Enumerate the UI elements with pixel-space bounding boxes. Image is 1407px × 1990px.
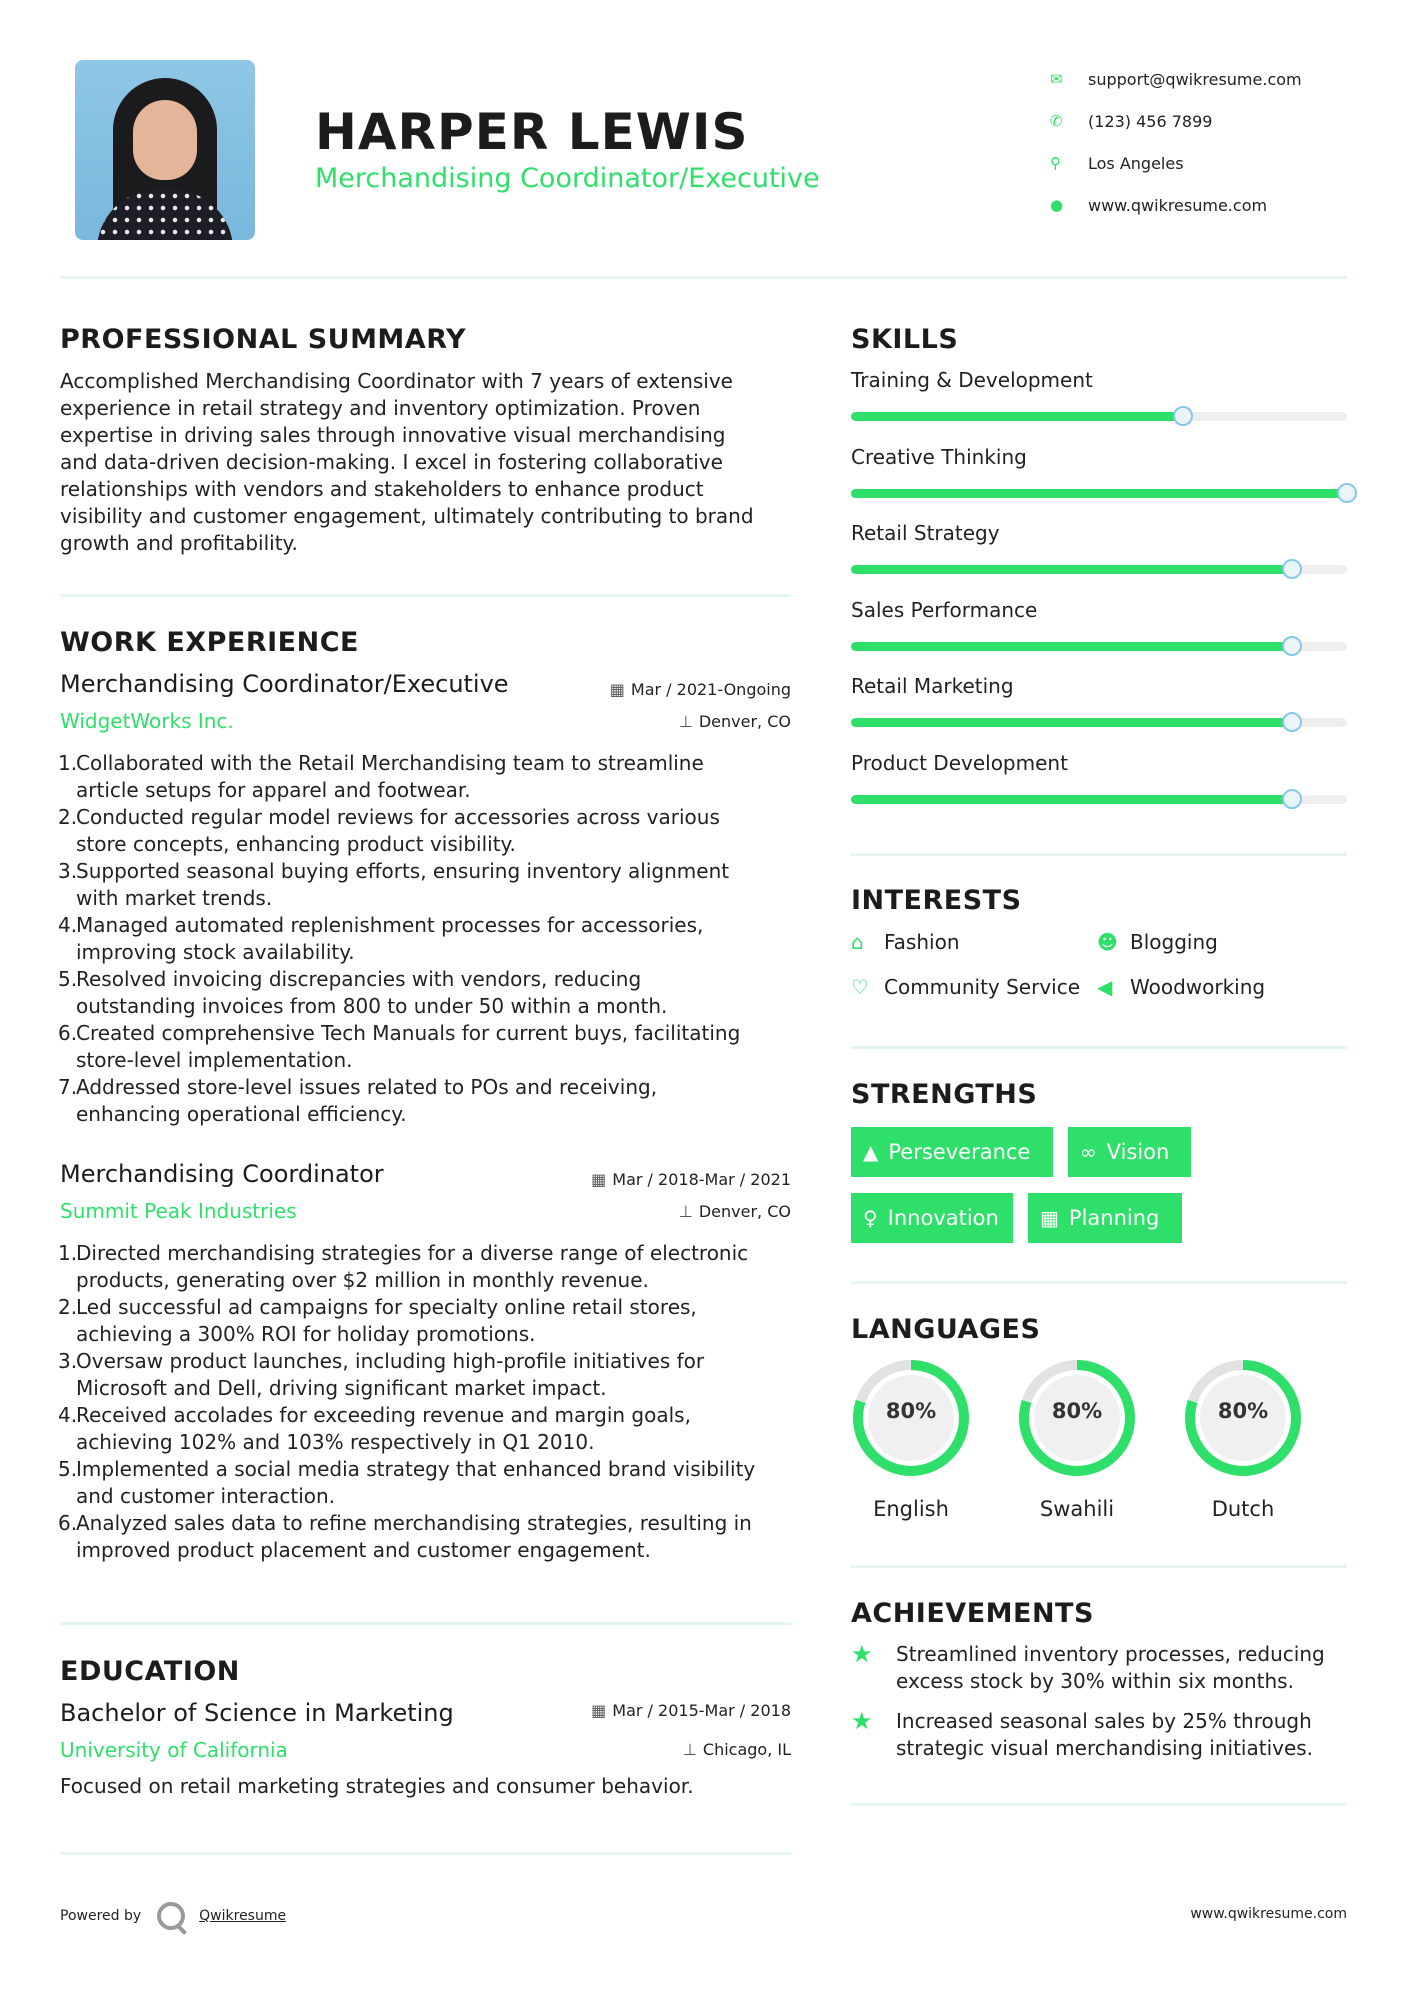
list-item: 2. Conducted regular model reviews for accessories across various store concepts, enhancing product visibility.: [58, 805, 720, 856]
skills-heading: SKILLS: [851, 324, 959, 355]
qwikresume-logo-icon: [157, 1902, 185, 1930]
work-heading: WORK EXPERIENCE: [60, 627, 359, 658]
list-item: 6. Analyzed sales data to refine merchandising strategies, resulting in improved product placement and customer engagement.: [58, 1511, 752, 1562]
star-icon: ★: [851, 1640, 873, 1668]
candidate-role: Merchandising Coordinator/Executive: [315, 163, 820, 194]
list-item: 1. Directed merchandising strategies for a diverse range of electronic products, generating over $2 million in monthly revenue.: [58, 1241, 749, 1292]
skill-label: Retail Strategy: [851, 521, 1000, 545]
star-icon: ★: [851, 1707, 873, 1735]
list-item: 2. Led successful ad campaigns for specialty online retail stores, achieving a 300% ROI for holiday promotions.: [58, 1295, 697, 1346]
interest-community: ♡ Community Service: [851, 975, 1081, 999]
strength-innovation: ♀ Innovation: [851, 1193, 1013, 1243]
interest-woodworking: ◀ Woodworking: [1097, 975, 1266, 999]
language-swahili: [1016, 1357, 1138, 1521]
skill-bar-fill: [851, 642, 1292, 651]
phone-icon: ✆: [1050, 112, 1063, 130]
calendar-icon: ▦: [591, 1170, 607, 1189]
binoculars-icon: ∞: [1080, 1140, 1097, 1164]
language-percent: 80%: [885, 1399, 937, 1423]
job-location: ⊥ Denver, CO: [678, 1202, 791, 1221]
education-description: Focused on retail marketing strategies and consumer behavior.: [60, 1774, 694, 1798]
pin-icon: ⊥: [682, 1740, 697, 1759]
strengths-heading: STRENGTHS: [851, 1079, 1038, 1110]
location-pin-icon: ⚲: [1050, 154, 1061, 172]
work-divider: [60, 1622, 791, 1625]
skill-bar-knob: [1282, 636, 1302, 656]
skill-bar: [851, 565, 1347, 574]
skills-divider: [851, 853, 1347, 856]
strength-vision: ∞ Vision: [1068, 1127, 1191, 1177]
achievements-divider: [851, 1803, 1347, 1806]
list-item: 3. Supported seasonal buying efforts, ensuring inventory alignment with market trends.: [58, 859, 730, 910]
skill-bar: [851, 412, 1347, 421]
contact-list: [1050, 58, 1302, 226]
skill-label: Training & Development: [851, 368, 1093, 392]
skill-bar-fill: [851, 412, 1183, 421]
lightbulb-icon: ♀: [863, 1206, 878, 1230]
contact-website[interactable]: ● www.qwikresume.com: [1050, 195, 1268, 215]
contact-email[interactable]: ✉ support@qwikresume.com: [1050, 69, 1302, 89]
contact-phone[interactable]: ✆ (123) 456 7899: [1050, 111, 1213, 131]
job-duties: [58, 750, 818, 1128]
skill-label: Product Development: [851, 751, 1068, 775]
job-company: Summit Peak Industries: [60, 1199, 297, 1223]
pin-icon: ⊥: [678, 712, 693, 731]
interest-blogging: ☻ Blogging: [1097, 930, 1218, 954]
job-title: Merchandising Coordinator/Executive: [60, 670, 509, 698]
languages-divider: [851, 1565, 1347, 1568]
envelope-icon: ✉: [1050, 70, 1063, 88]
list-item: 4. Managed automated replenishment processes for accessories, improving stock availability.: [58, 913, 704, 964]
skill-label: Creative Thinking: [851, 445, 1027, 469]
interest-fashion: ⌂ Fashion: [851, 930, 960, 954]
job-date: ▦ Mar / 2021-Ongoing: [609, 680, 791, 699]
degree-title: Bachelor of Science in Marketing: [60, 1699, 454, 1727]
achievements-heading: ACHIEVEMENTS: [851, 1598, 1094, 1629]
job-date: ▦ Mar / 2018-Mar / 2021: [591, 1170, 791, 1189]
education-location: ⊥ Chicago, IL: [682, 1740, 791, 1759]
skill-bar-fill: [851, 565, 1292, 574]
candidate-name: HARPER LEWIS: [315, 103, 749, 161]
footer-powered-by: Powered by Qwikresume: [60, 1902, 286, 1930]
education-date: ▦ Mar / 2015-Mar / 2018: [591, 1701, 791, 1720]
road-icon: ▲: [863, 1140, 879, 1164]
list-item: 3. Oversaw product launches, including high-profile initiatives for Microsoft and Dell, driving significant market impact.: [58, 1349, 705, 1400]
interests-heading: INTERESTS: [851, 885, 1022, 916]
skill-bar-fill: [851, 795, 1292, 804]
profile-photo: [75, 60, 255, 240]
education-school: University of California: [60, 1738, 288, 1762]
strengths-divider: [851, 1281, 1347, 1284]
list-item: 5. Resolved invoicing discrepancies with vendors, reducing outstanding invoices from 800 to under 50 within a month.: [58, 967, 668, 1018]
skill-bar-knob: [1337, 483, 1357, 503]
education-divider: [60, 1852, 791, 1855]
qwikresume-link[interactable]: Qwikresume: [199, 1908, 287, 1924]
achievement-item: ★ Streamlined inventory processes, reducing excess stock by 30% within six months.: [851, 1640, 1325, 1693]
skill-bar: [851, 795, 1347, 804]
job-title: Merchandising Coordinator: [60, 1160, 384, 1188]
skill-bar: [851, 642, 1347, 651]
contact-location: ⚲ Los Angeles: [1050, 153, 1184, 173]
interests-divider: [851, 1046, 1347, 1049]
users-icon: ☻: [1097, 930, 1118, 954]
heart-hand-icon: ♡: [851, 975, 869, 999]
skill-bar-knob: [1282, 559, 1302, 579]
calendar-icon: ▦: [591, 1701, 607, 1720]
skill-bar-knob: [1173, 406, 1193, 426]
education-heading: EDUCATION: [60, 1656, 240, 1687]
footer-website[interactable]: www.qwikresume.com: [1190, 1906, 1347, 1922]
skill-bar-knob: [1282, 789, 1302, 809]
calendar-icon: ▦: [1040, 1206, 1059, 1230]
skill-bar: [851, 489, 1347, 498]
list-item: 5. Implemented a social media strategy that enhanced brand visibility and customer interaction.: [58, 1457, 756, 1508]
language-dutch: [1182, 1357, 1304, 1521]
strength-planning: ▦ Planning: [1028, 1193, 1182, 1243]
summary-heading: PROFESSIONAL SUMMARY: [60, 324, 467, 355]
skill-bar-knob: [1282, 712, 1302, 732]
list-item: 1. Collaborated with the Retail Merchandising team to streamline article setups for apparel and footwear.: [58, 751, 704, 802]
skill-label: Retail Marketing: [851, 674, 1014, 698]
job-location: ⊥ Denver, CO: [678, 712, 791, 731]
list-item: 4. Received accolades for exceeding revenue and margin goals, achieving 102% and 103% respectively in Q1 2010.: [58, 1403, 691, 1454]
languages-heading: LANGUAGES: [851, 1314, 1041, 1345]
skill-bar-fill: [851, 718, 1292, 727]
list-item: 6. Created comprehensive Tech Manuals for current buys, facilitating store-level implementation.: [58, 1021, 741, 1072]
summary-divider: [60, 594, 791, 597]
shopping-bag-icon: ⌂: [851, 930, 864, 954]
language-name: Swahili: [1039, 1497, 1115, 1521]
strength-perseverance: ▲ Perseverance: [851, 1127, 1053, 1177]
header-divider: [60, 276, 1347, 279]
summary-text: Accomplished Merchandising Coordinator with 7 years of extensive experience in retail strategy and inventory optimization. Proven expertise in driving sales through innovative visual merchandising and data-driven decision-making. I excel in fostering collaborative relationships with vendors and stakeholders to enhance product visibility and customer engagement, ultimately contributing to brand growth and profitability.: [60, 369, 754, 555]
list-item: 7. Addressed store-level issues related to POs and receiving, enhancing operational efficiency.: [58, 1075, 658, 1126]
language-name: English: [873, 1497, 949, 1521]
globe-icon: ●: [1050, 196, 1064, 214]
skill-label: Sales Performance: [851, 598, 1038, 622]
skill-bar-fill: [851, 489, 1347, 498]
language-percent: 80%: [1051, 1399, 1103, 1423]
job-duties: [58, 1240, 818, 1564]
language-percent: 80%: [1217, 1399, 1269, 1423]
language-name: Dutch: [1211, 1497, 1275, 1521]
job-company: WidgetWorks Inc.: [60, 709, 234, 733]
achievement-item: ★ Increased seasonal sales by 25% through strategic visual merchandising initiatives.: [851, 1707, 1314, 1760]
calendar-icon: ▦: [609, 680, 625, 699]
megaphone-icon: ◀: [1097, 975, 1113, 999]
skill-bar: [851, 718, 1347, 727]
language-english: [850, 1357, 972, 1521]
pin-icon: ⊥: [678, 1202, 693, 1221]
